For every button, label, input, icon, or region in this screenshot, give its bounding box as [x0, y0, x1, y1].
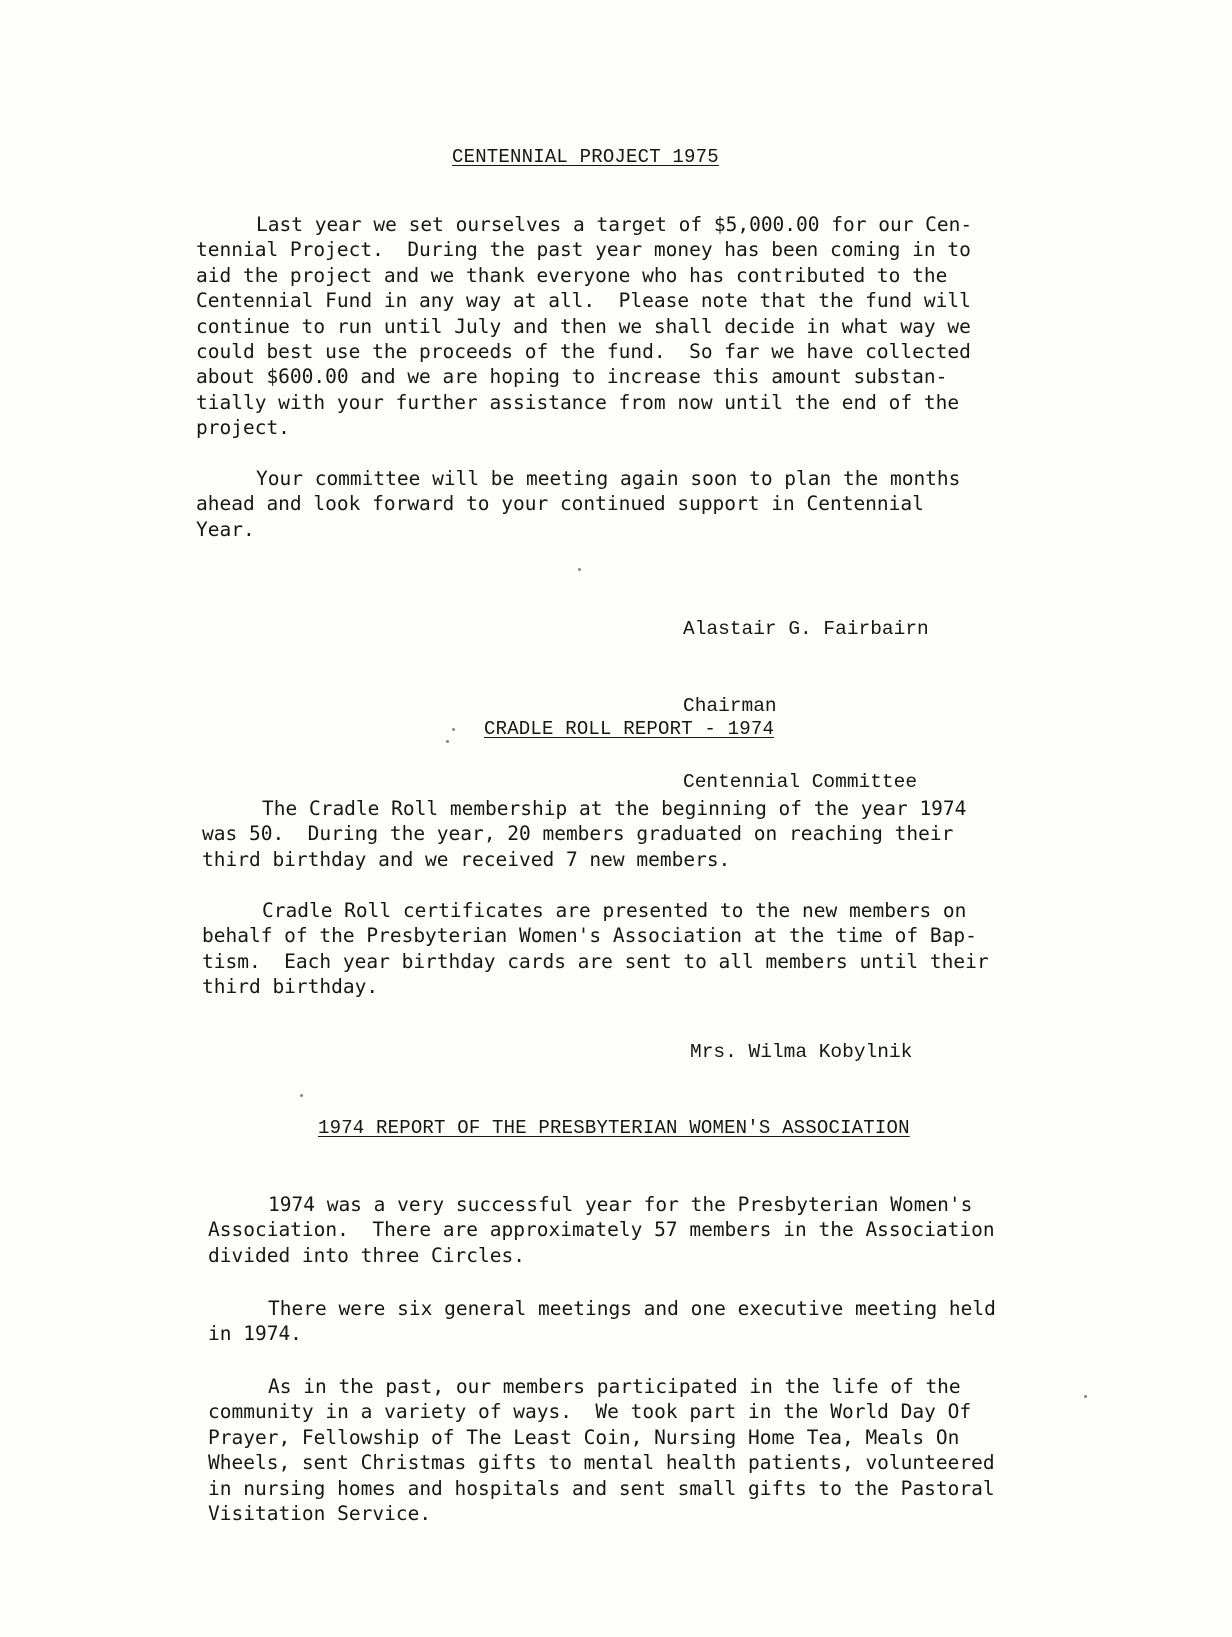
centennial-paragraph-1: Last year we set ourselves a target of $5,000.00 for our Cen- tennial Project. During the past year money has been coming in to aid the project and we thank everyone who has contributed to the Centennial Fund in any way at all. Please note that the fund will continue to run until July and then we shall decide in what way we could best use the proceeds of the fund. So far we have collected about $600.00 and we are hoping to increase this amount substan- tially with your further assistance from now until the end of the project. — [196, 213, 973, 440]
pwa-paragraph-1: 1974 was a very successful year for the Presbyterian Women's Association. There are approximately 57 members in the Association divided into three Circles. — [208, 1193, 995, 1267]
scan-speck — [1084, 1395, 1087, 1398]
cradle-roll-paragraph-2: Cradle Roll certificates are presented to the new members on behalf of the Presbyterian Women's Association at the time of Bap- tism. Each year birthday cards are sent to all members until their third birthday. — [202, 899, 989, 999]
centennial-paragraph-2: Your committee will be meeting again soon to plan the months ahead and look forward to your continued support in Centennial Year. — [196, 467, 961, 541]
signature-title: Chairman — [683, 694, 777, 717]
signature-name: Alastair G. Fairbairn — [683, 618, 929, 640]
scan-speck — [452, 728, 455, 731]
scan-speck — [578, 568, 581, 571]
cradle-roll-paragraph-1: The Cradle Roll membership at the beginning of the year 1974 was 50. During the year, 20 members graduated on reaching their third birthday and we received 7 new members. — [202, 797, 967, 871]
cradle-roll-heading: CRADLE ROLL REPORT - 1974 — [484, 718, 775, 740]
cradle-roll-signature: Mrs. Wilma Kobylnik — [690, 1041, 913, 1063]
centennial-heading: CENTENNIAL PROJECT 1975 — [452, 146, 719, 168]
pwa-paragraph-2: There were six general meetings and one executive meeting held in 1974. — [208, 1297, 996, 1346]
scan-speck — [446, 740, 449, 743]
pwa-paragraph-3: As in the past, our members participated in the life of the community in a variety of ways. We took part in the World Day Of Prayer, Fellowship of The Least Coin, Nursing Home Tea, Meals On Wheels, sent Christmas gifts to mental health patients, volunteered in nursing homes and hospitals and sent small gifts to the Pastoral Visitation Service. — [208, 1375, 995, 1526]
scan-speck — [300, 1094, 303, 1097]
signature-committee: Centennial Committee — [683, 771, 918, 793]
pwa-report-heading: 1974 REPORT OF THE PRESBYTERIAN WOMEN'S ASSOCIATION — [318, 1117, 910, 1139]
